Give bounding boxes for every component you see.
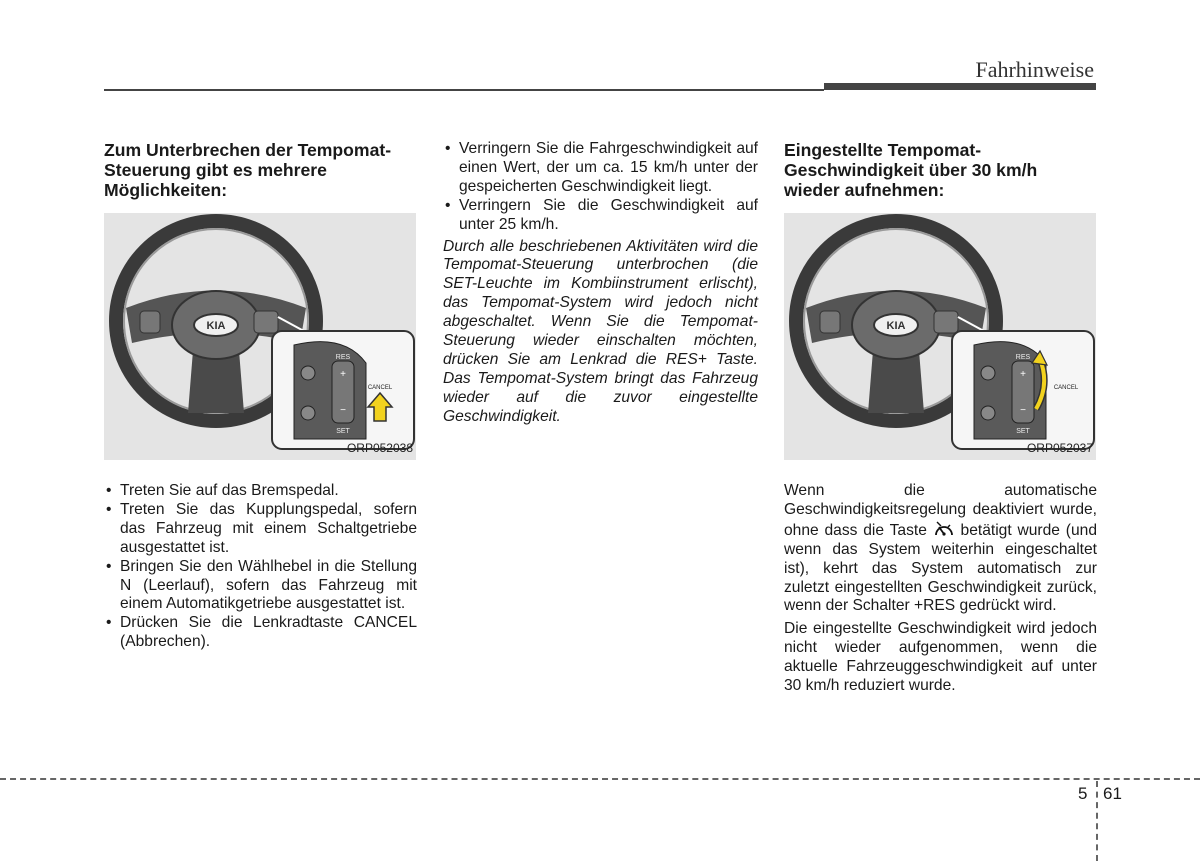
kia-logo: KIA [886, 320, 906, 332]
figure-code: ORP052038 [346, 441, 413, 456]
minus-label: − [340, 405, 346, 416]
steering-wheel-figure-resume [784, 213, 1096, 460]
steering-wheel-illustration [784, 213, 1096, 460]
header-rule [104, 89, 824, 91]
list-item: • Verringern Sie die Geschwindigkeit auf unter 25 km/h. [443, 197, 758, 235]
section-number: 5 [1078, 784, 1088, 803]
section-heading-interrupt: Zum Unterbrechen der Tempomat-Steuerung gibt es mehrere Möglichkeiten: [104, 140, 392, 200]
interrupt-bullet-list [104, 482, 417, 652]
set-label: SET [336, 428, 350, 435]
header-rule-accent [824, 83, 1096, 90]
column-right [784, 140, 1097, 696]
italic-note: Durch alle beschriebenen Aktivitäten wird die Tempomat-Steuerung unterbrochen (die SET-Leuchte im Kombiinstrument erlischt), das Tempomat-System wird jedoch nicht abgeschaltet. Wenn Sie die Tempomat-Steuerung wieder einschalten möchten, drücken Sie am Lenkrad die RES+ Taste. Das Tempomat-System bringt das Fahrzeug wieder auf die zuvor eingestellte Geschwindigkeit. [443, 237, 758, 425]
footer-divider [0, 778, 1200, 780]
plus-label: + [340, 369, 346, 380]
steering-wheel-illustration [104, 213, 416, 460]
res-label: RES [1015, 354, 1031, 361]
page-number: 61 [1103, 784, 1122, 803]
minus-label: − [1020, 405, 1026, 416]
list-item: • Bringen Sie den Wählhebel in die Stellung N (Leerlauf), sofern das Fahrzeug mit einem Automatikgetriebe ausgestattet ist. [104, 558, 417, 615]
column-left [104, 140, 417, 652]
cancel-label: CANCEL [1053, 385, 1079, 391]
set-label: SET [1016, 428, 1030, 435]
list-item: • Treten Sie das Kupplungspedal, sofern das Fahrzeug mit einem Schaltgetriebe ausgestattet ist. [104, 501, 417, 558]
list-item: • Verringern Sie die Fahrgeschwindigkeit auf einen Wert, der um ca. 15 km/h unter der gespeicherten Geschwindigkeit liegt. [443, 140, 758, 197]
figure-code: ORP052037 [1026, 441, 1093, 456]
plus-label: + [1020, 369, 1026, 380]
kia-logo: KIA [206, 320, 226, 332]
column-middle [443, 140, 758, 427]
cancel-label: CANCEL [367, 385, 393, 391]
section-heading-resume: Eingestellte Tempomat-Geschwindigkeit über 30 km/h wieder aufnehmen: [784, 140, 1038, 200]
list-item: • Treten Sie auf das Bremspedal. [104, 482, 417, 501]
paragraph-text: betätigt wurde (und wenn das System weiterhin eingeschaltet ist), kehrt das System automatisch zur zuletzt eingestellten Geschwindigkeit zurück, wenn der Schalter +RES gedrückt wird. [784, 521, 1097, 615]
page-header-title: Fahrhinweise [975, 57, 1094, 82]
steering-wheel-figure-cancel [104, 213, 416, 460]
resume-note-paragraph: Die eingestellte Geschwindigkeit wird jedoch nicht wieder aufgenommen, wenn die aktuelle Fahrzeuggeschwindigkeit auf unter 30 km/h reduziert wurde. [784, 620, 1097, 695]
footer-page-divider [1096, 781, 1098, 861]
res-label: RES [335, 354, 351, 361]
cruise-speedometer-icon [933, 520, 955, 538]
speed-bullet-list [443, 140, 758, 235]
resume-paragraph [784, 482, 1097, 616]
list-item: • Drücken Sie die Lenkradtaste CANCEL (Abbrechen). [104, 614, 417, 652]
paragraph-text: Wenn die automatische Geschwindigkeitsregelung deaktiviert wurde, ohne dass die Taste [784, 482, 1097, 539]
